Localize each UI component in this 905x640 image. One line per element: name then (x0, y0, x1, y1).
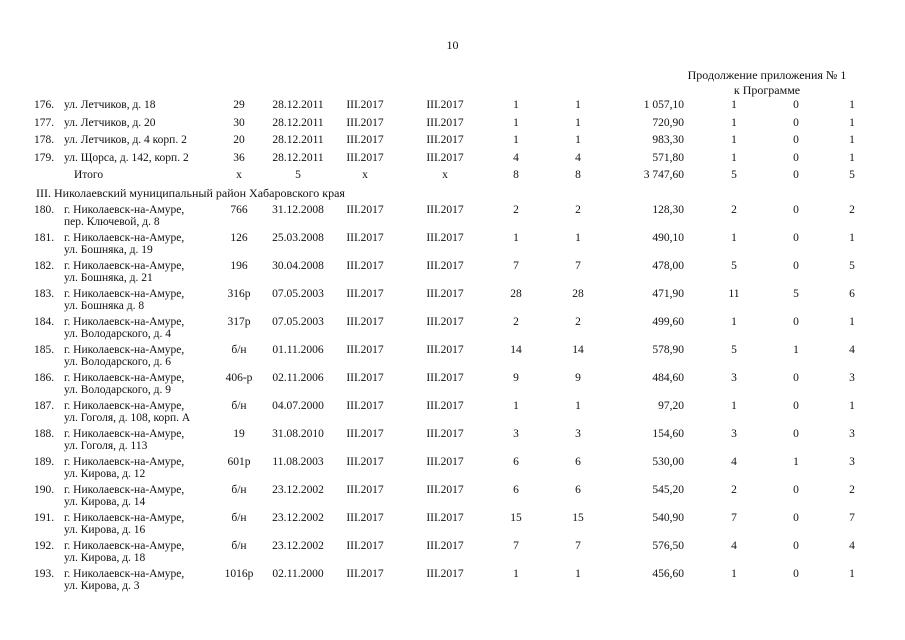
end-quarter-cell: III.2017 (426, 99, 464, 111)
address-cell (64, 344, 224, 368)
count-f-cell: 2 (849, 484, 855, 496)
house-number-cell: 20 (233, 134, 245, 146)
count-b-cell: 15 (572, 512, 584, 524)
table-row (0, 316, 905, 344)
area-cell: 456,60 (652, 568, 684, 580)
count-f-cell: 5 (849, 169, 855, 181)
count-e-cell: 1 (793, 456, 799, 468)
address-line: ул. Бошняка д. 8 (64, 300, 145, 312)
address-line: ул. Летчиков, д. 18 (64, 99, 156, 111)
address-cell (64, 204, 224, 228)
address-line: ул. Гоголя, д. 108, корп. А (64, 412, 191, 424)
row-number: 189. (34, 456, 55, 468)
table-row (0, 540, 905, 568)
date-cell: 31.12.2008 (272, 204, 324, 216)
end-quarter-cell: III.2017 (426, 512, 464, 524)
start-quarter-cell: III.2017 (346, 116, 384, 129)
address-cell (64, 568, 224, 592)
address-line: г. Николаевск-на-Амуре, (64, 428, 185, 440)
count-b-cell: 3 (575, 428, 581, 440)
address-line: ул. Летчиков, д. 20 (64, 116, 156, 129)
count-b-cell: 14 (572, 344, 584, 356)
date-cell: 01.11.2006 (272, 344, 324, 356)
table-row (0, 288, 905, 316)
count-d-cell: 1 (731, 400, 737, 412)
address-line: ул. Бошняка, д. 19 (64, 244, 153, 256)
count-d-cell: 2 (731, 484, 737, 496)
count-e-cell: 0 (793, 428, 799, 440)
date-cell: 30.04.2008 (272, 260, 324, 272)
table-row (0, 512, 905, 540)
date-cell: 02.11.2000 (272, 568, 324, 580)
area-cell: 471,90 (652, 288, 684, 300)
address-line: ул. Кирова, д. 16 (64, 524, 146, 536)
count-d-cell: 2 (731, 204, 737, 216)
count-f-cell: 5 (849, 260, 855, 272)
end-quarter-cell: III.2017 (426, 134, 464, 146)
count-a-cell: 3 (513, 428, 519, 440)
address-line: ул. Кирова, д. 18 (64, 552, 146, 564)
row-number: 190. (34, 484, 55, 496)
address-line: г. Николаевск-на-Амуре, (64, 484, 185, 496)
address-line: г. Николаевск-на-Амуре, (64, 232, 185, 244)
count-f-cell: 1 (849, 400, 855, 412)
address-line: пер. Ключевой, д. 8 (64, 216, 160, 228)
start-quarter-cell: III.2017 (346, 512, 384, 524)
area-cell: 1 057,10 (643, 99, 684, 111)
address-cell (64, 512, 224, 536)
count-d-cell: 11 (728, 288, 740, 300)
address-line: ул. Володарского, д. 9 (64, 384, 172, 396)
count-d-cell: 5 (731, 169, 737, 181)
date-cell: 28.12.2011 (272, 151, 324, 164)
start-quarter-cell: III.2017 (346, 232, 384, 244)
count-e-cell: 0 (793, 484, 799, 496)
count-a-cell: 8 (513, 169, 519, 181)
count-e-cell: 0 (793, 116, 799, 129)
house-number-cell: 766 (230, 204, 248, 216)
row-number: 188. (34, 428, 55, 440)
address-line: ул. Щорса, д. 142, корп. 2 (64, 151, 189, 164)
end-quarter-cell: III.2017 (426, 316, 464, 328)
start-quarter-cell: III.2017 (346, 134, 384, 146)
start-quarter-cell: III.2017 (346, 400, 384, 412)
address-cell (64, 152, 224, 164)
count-e-cell: 0 (793, 568, 799, 580)
count-e-cell: 0 (793, 540, 799, 552)
end-quarter-cell: III.2017 (426, 344, 464, 356)
count-f-cell: 3 (849, 372, 855, 384)
count-f-cell: 1 (849, 151, 855, 164)
count-e-cell: 0 (793, 169, 799, 181)
date-cell: 28.12.2011 (272, 116, 324, 129)
address-line: ул. Кирова, д. 12 (64, 468, 146, 480)
count-f-cell: 6 (849, 288, 855, 300)
address-cell (64, 428, 224, 452)
count-d-cell: 4 (731, 540, 737, 552)
address-line: г. Николаевск-на-Амуре, (64, 512, 185, 524)
address-line: г. Николаевск-на-Амуре, (64, 540, 185, 552)
end-quarter-cell: III.2017 (426, 204, 464, 216)
table-row (0, 568, 905, 596)
appendix-line-1: Продолжение приложения № 1 (687, 68, 847, 82)
date-cell: 07.05.2003 (272, 316, 324, 328)
count-e-cell: 0 (793, 204, 799, 216)
end-quarter-cell: III.2017 (426, 484, 464, 496)
row-number: 192. (34, 540, 55, 552)
area-cell: 478,00 (652, 260, 684, 272)
date-cell: 04.07.2000 (272, 400, 324, 412)
count-d-cell: 1 (731, 134, 737, 146)
count-d-cell: 5 (731, 344, 737, 356)
count-a-cell: 2 (513, 316, 519, 328)
address-line: ул. Бошняка, д. 21 (64, 272, 153, 284)
count-e-cell: 0 (793, 512, 799, 524)
count-d-cell: 1 (731, 116, 737, 129)
count-d-cell: 1 (731, 316, 737, 328)
count-b-cell: 9 (575, 372, 581, 384)
date-cell: 07.05.2003 (272, 288, 324, 300)
house-number-cell: 406-р (225, 372, 253, 384)
address-line: ул. Володарского, д. 4 (64, 328, 172, 340)
count-e-cell: 0 (793, 260, 799, 272)
row-number: 184. (34, 316, 55, 328)
count-b-cell: 1 (575, 568, 581, 580)
count-e-cell: 5 (793, 288, 799, 300)
table-row (0, 204, 905, 232)
row-number: 185. (34, 344, 55, 356)
area-cell: 540,90 (652, 512, 684, 524)
count-a-cell: 1 (513, 99, 519, 111)
date-cell: 31.08.2010 (272, 428, 324, 440)
count-d-cell: 3 (731, 372, 737, 384)
count-f-cell: 1 (849, 99, 855, 111)
count-f-cell: 1 (849, 116, 855, 129)
row-number: 193. (34, 568, 55, 580)
count-a-cell: 1 (513, 232, 519, 244)
address-line: г. Николаевск-на-Амуре, (64, 260, 185, 272)
count-b-cell: 8 (575, 169, 581, 181)
house-number-cell: 19 (233, 428, 245, 440)
address-line: г. Николаевск-на-Амуре, (64, 372, 185, 384)
area-cell: 983,30 (652, 134, 684, 146)
house-number-cell: б/н (231, 512, 247, 524)
house-number-cell: б/н (231, 484, 247, 496)
area-cell: 97,20 (658, 400, 684, 412)
table-row (0, 232, 905, 260)
end-quarter-cell: III.2017 (426, 288, 464, 300)
row-number: 181. (34, 232, 55, 244)
table-row (0, 400, 905, 428)
date-cell: 11.08.2003 (272, 456, 324, 468)
house-number-cell: 196 (230, 260, 248, 272)
end-quarter-cell: III.2017 (426, 260, 464, 272)
count-a-cell: 7 (513, 540, 519, 552)
area-cell: 484,60 (652, 372, 684, 384)
count-b-cell: 4 (575, 151, 581, 164)
address-cell (64, 484, 224, 508)
count-b-cell: 7 (575, 540, 581, 552)
count-f-cell: 1 (849, 316, 855, 328)
end-quarter-cell: III.2017 (426, 428, 464, 440)
count-d-cell: 4 (731, 456, 737, 468)
address-cell (64, 288, 224, 312)
count-a-cell: 1 (513, 134, 519, 146)
address-line: г. Николаевск-на-Амуре, (64, 344, 185, 356)
end-quarter-cell: III.2017 (426, 232, 464, 244)
count-e-cell: 0 (793, 232, 799, 244)
address-line: г. Николаевск-на-Амуре, (64, 288, 185, 300)
house-number-cell: 601р (227, 456, 251, 468)
count-e-cell: 0 (793, 134, 799, 146)
row-number: 182. (34, 260, 55, 272)
address-line: г. Николаевск-на-Амуре, (64, 204, 185, 216)
count-a-cell: 1 (513, 116, 519, 129)
start-quarter-cell: III.2017 (346, 484, 384, 496)
count-e-cell: 0 (793, 316, 799, 328)
table-row (0, 456, 905, 484)
address-cell (64, 134, 224, 146)
count-a-cell: 1 (513, 400, 519, 412)
area-cell: 571,80 (652, 151, 684, 164)
end-quarter-cell: III.2017 (426, 568, 464, 580)
count-f-cell: 3 (849, 428, 855, 440)
count-e-cell: 0 (793, 400, 799, 412)
house-number-cell: б/н (231, 344, 247, 356)
count-a-cell: 15 (510, 512, 522, 524)
start-quarter-cell: III.2017 (346, 99, 384, 111)
count-b-cell: 1 (575, 116, 581, 129)
count-b-cell: 1 (575, 134, 581, 146)
address-cell (64, 117, 224, 129)
total-row (0, 169, 905, 197)
start-quarter-cell: III.2017 (346, 428, 384, 440)
count-a-cell: 1 (513, 568, 519, 580)
start-quarter-cell: III.2017 (346, 260, 384, 272)
end-quarter-cell: x (442, 169, 448, 181)
count-a-cell: 28 (510, 288, 522, 300)
address-cell (64, 400, 224, 424)
count-f-cell: 2 (849, 204, 855, 216)
area-cell: 3 747,60 (643, 169, 684, 181)
date-cell: 02.11.2006 (272, 372, 324, 384)
house-number-cell: б/н (231, 400, 247, 412)
date-cell: 23.12.2002 (272, 484, 324, 496)
count-a-cell: 7 (513, 260, 519, 272)
date-cell: 28.12.2011 (272, 134, 324, 146)
area-cell: 128,30 (652, 204, 684, 216)
count-b-cell: 7 (575, 260, 581, 272)
count-e-cell: 0 (793, 151, 799, 164)
count-d-cell: 7 (731, 512, 737, 524)
start-quarter-cell: III.2017 (346, 372, 384, 384)
count-a-cell: 4 (513, 151, 519, 164)
appendix-caption (667, 68, 867, 98)
count-d-cell: 1 (731, 232, 737, 244)
count-b-cell: 6 (575, 484, 581, 496)
house-number-cell: 316р (227, 288, 251, 300)
row-number: 191. (34, 512, 55, 524)
address-line: г. Николаевск-на-Амуре, (64, 568, 185, 580)
count-b-cell: 28 (572, 288, 584, 300)
count-d-cell: 3 (731, 428, 737, 440)
area-cell: 576,50 (652, 540, 684, 552)
area-cell: 530,00 (652, 456, 684, 468)
row-number: 176. (34, 99, 55, 111)
address-line: ул. Кирова, д. 14 (64, 496, 146, 508)
date-cell: 23.12.2002 (272, 512, 324, 524)
count-a-cell: 2 (513, 204, 519, 216)
end-quarter-cell: III.2017 (426, 151, 464, 164)
end-quarter-cell: III.2017 (426, 116, 464, 129)
section-title: III. Николаевский муниципальный район Хабаровского края (36, 186, 345, 200)
table-row (0, 428, 905, 456)
table-row (0, 372, 905, 400)
address-cell (64, 316, 224, 340)
count-b-cell: 1 (575, 232, 581, 244)
start-quarter-cell: III.2017 (346, 288, 384, 300)
address-line: ул. Кирова, д. 3 (64, 580, 140, 592)
table-row (0, 484, 905, 512)
count-a-cell: 9 (513, 372, 519, 384)
row-number: 186. (34, 372, 55, 384)
address-line: ул. Гоголя, д. 113 (64, 440, 148, 452)
address-cell (64, 260, 224, 284)
date-cell: 5 (295, 169, 301, 181)
row-number: 179. (34, 151, 55, 164)
count-d-cell: 1 (731, 151, 737, 164)
address-cell (64, 99, 224, 111)
count-f-cell: 1 (849, 134, 855, 146)
count-b-cell: 2 (575, 204, 581, 216)
count-a-cell: 6 (513, 484, 519, 496)
count-f-cell: 1 (849, 232, 855, 244)
start-quarter-cell: x (362, 169, 368, 181)
count-e-cell: 0 (793, 99, 799, 111)
start-quarter-cell: III.2017 (346, 568, 384, 580)
start-quarter-cell: III.2017 (346, 344, 384, 356)
total-label: Итого (74, 169, 104, 181)
start-quarter-cell: III.2017 (346, 456, 384, 468)
start-quarter-cell: III.2017 (346, 540, 384, 552)
address-line: г. Николаевск-на-Амуре, (64, 456, 185, 468)
count-d-cell: 5 (731, 260, 737, 272)
appendix-line-2: к Программе (733, 83, 801, 97)
table-row (0, 344, 905, 372)
date-cell: 23.12.2002 (272, 540, 324, 552)
start-quarter-cell: III.2017 (346, 316, 384, 328)
count-e-cell: 0 (793, 372, 799, 384)
start-quarter-cell: III.2017 (346, 151, 384, 164)
count-d-cell: 1 (731, 568, 737, 580)
area-cell: 154,60 (652, 428, 684, 440)
row-number: 177. (34, 116, 55, 129)
count-d-cell: 1 (731, 99, 737, 111)
area-cell: 545,20 (652, 484, 684, 496)
address-line: ул. Володарского, д. 6 (64, 356, 172, 368)
table-row (0, 260, 905, 288)
area-cell: 720,90 (652, 116, 684, 129)
address-line: ул. Летчиков, д. 4 корп. 2 (64, 134, 187, 146)
end-quarter-cell: III.2017 (426, 456, 464, 468)
area-cell: 499,60 (652, 316, 684, 328)
house-number-cell: 317р (227, 316, 251, 328)
address-cell (64, 372, 224, 396)
date-cell: 25.03.2008 (272, 232, 324, 244)
area-cell: 578,90 (652, 344, 684, 356)
house-number-cell: 36 (233, 151, 245, 164)
count-a-cell: 14 (510, 344, 522, 356)
count-f-cell: 1 (849, 568, 855, 580)
house-number-cell: x (236, 169, 242, 181)
count-a-cell: 6 (513, 456, 519, 468)
end-quarter-cell: III.2017 (426, 372, 464, 384)
count-b-cell: 2 (575, 316, 581, 328)
end-quarter-cell: III.2017 (426, 400, 464, 412)
house-number-cell: 29 (233, 99, 245, 111)
row-number: 187. (34, 400, 55, 412)
house-number-cell: 126 (230, 232, 248, 244)
count-b-cell: 1 (575, 99, 581, 111)
address-line: г. Николаевск-на-Амуре, (64, 316, 185, 328)
count-f-cell: 3 (849, 456, 855, 468)
page-number: 10 (446, 38, 459, 52)
address-cell (64, 232, 224, 256)
count-f-cell: 7 (849, 512, 855, 524)
date-cell: 28.12.2011 (272, 99, 324, 111)
count-f-cell: 4 (849, 344, 855, 356)
count-f-cell: 4 (849, 540, 855, 552)
address-cell (64, 540, 224, 564)
count-b-cell: 1 (575, 400, 581, 412)
start-quarter-cell: III.2017 (346, 204, 384, 216)
end-quarter-cell: III.2017 (426, 540, 464, 552)
count-b-cell: 6 (575, 456, 581, 468)
address-line: г. Николаевск-на-Амуре, (64, 400, 185, 412)
row-number: 178. (34, 134, 55, 146)
row-number: 183. (34, 288, 55, 300)
house-number-cell: б/н (231, 540, 247, 552)
house-number-cell: 1016р (224, 568, 254, 580)
address-cell (64, 456, 224, 480)
house-number-cell: 30 (233, 116, 245, 129)
row-number: 180. (34, 204, 55, 216)
area-cell: 490,10 (652, 232, 684, 244)
count-e-cell: 1 (793, 344, 799, 356)
